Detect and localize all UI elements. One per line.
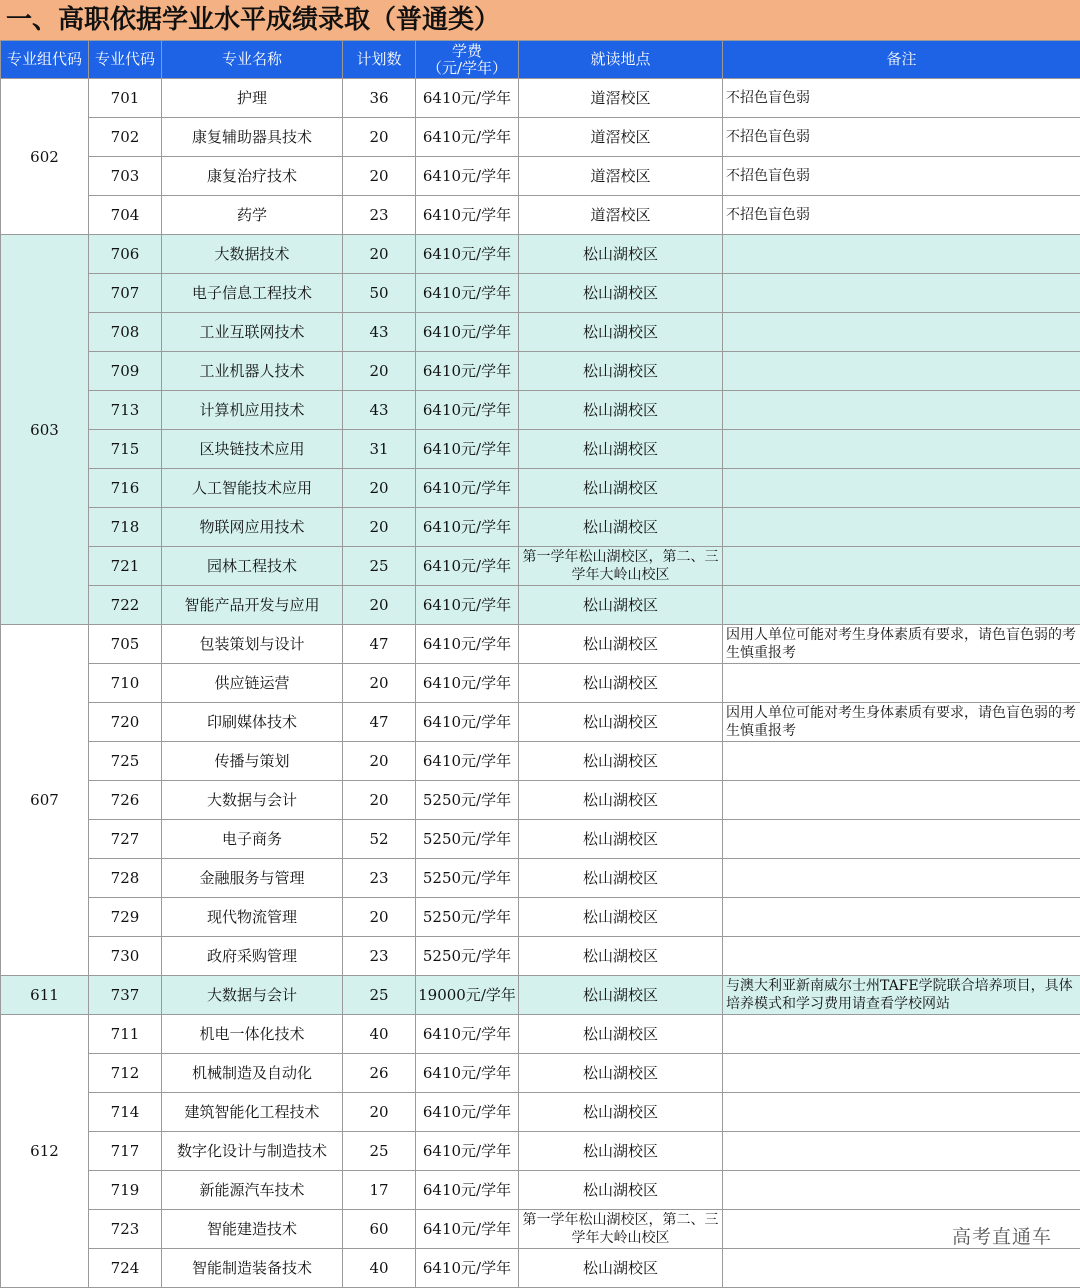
- location-cell: 松山湖校区: [519, 820, 723, 859]
- header-major-name: 专业名称: [162, 41, 343, 79]
- major-name-cell: 护理: [162, 79, 343, 118]
- major-name-cell: 智能产品开发与应用: [162, 586, 343, 625]
- fee-cell: 6410元/学年: [416, 586, 519, 625]
- major-name-cell: 区块链技术应用: [162, 430, 343, 469]
- plan-cell: 47: [343, 625, 416, 664]
- major-name-cell: 政府采购管理: [162, 937, 343, 976]
- note-cell: 不招色盲色弱: [723, 79, 1080, 118]
- table-row: [1, 196, 1080, 235]
- group-code-cell: 611: [1, 976, 89, 1015]
- fee-cell: 6410元/学年: [416, 391, 519, 430]
- location-cell: 道滘校区: [519, 157, 723, 196]
- plan-cell: 60: [343, 1210, 416, 1249]
- major-name-cell: 园林工程技术: [162, 547, 343, 586]
- major-code-cell: 711: [89, 1015, 162, 1054]
- fee-cell: 19000元/学年: [416, 976, 519, 1015]
- location-cell: 松山湖校区: [519, 352, 723, 391]
- major-name-cell: 人工智能技术应用: [162, 469, 343, 508]
- plan-cell: 36: [343, 79, 416, 118]
- major-code-cell: 720: [89, 703, 162, 742]
- note-cell: 不招色盲色弱: [723, 196, 1080, 235]
- location-cell: 松山湖校区: [519, 313, 723, 352]
- major-code-cell: 709: [89, 352, 162, 391]
- plan-cell: 31: [343, 430, 416, 469]
- table-body: [1, 79, 1080, 1288]
- table-row: [1, 313, 1080, 352]
- major-name-cell: 康复治疗技术: [162, 157, 343, 196]
- major-name-cell: 大数据与会计: [162, 976, 343, 1015]
- note-cell: [723, 274, 1080, 313]
- location-cell: 松山湖校区: [519, 1132, 723, 1171]
- major-name-cell: 计算机应用技术: [162, 391, 343, 430]
- location-cell: 松山湖校区: [519, 430, 723, 469]
- location-cell: 松山湖校区: [519, 742, 723, 781]
- table-row: [1, 820, 1080, 859]
- major-name-cell: 工业机器人技术: [162, 352, 343, 391]
- major-code-cell: 704: [89, 196, 162, 235]
- location-cell: 松山湖校区: [519, 664, 723, 703]
- note-cell: [723, 508, 1080, 547]
- major-name-cell: 印刷媒体技术: [162, 703, 343, 742]
- major-name-cell: 现代物流管理: [162, 898, 343, 937]
- plan-cell: 23: [343, 937, 416, 976]
- plan-cell: 23: [343, 859, 416, 898]
- fee-cell: 6410元/学年: [416, 703, 519, 742]
- fee-cell: 5250元/学年: [416, 820, 519, 859]
- group-code-cell: 602: [1, 79, 89, 235]
- note-cell: [723, 547, 1080, 586]
- fee-cell: 6410元/学年: [416, 1210, 519, 1249]
- major-code-cell: 728: [89, 859, 162, 898]
- fee-cell: 6410元/学年: [416, 1132, 519, 1171]
- table-row: [1, 781, 1080, 820]
- major-name-cell: 智能制造装备技术: [162, 1249, 343, 1288]
- fee-cell: 6410元/学年: [416, 742, 519, 781]
- note-cell: [723, 430, 1080, 469]
- major-code-cell: 718: [89, 508, 162, 547]
- group-code-cell: 607: [1, 625, 89, 976]
- table-row: [1, 859, 1080, 898]
- location-cell: 松山湖校区: [519, 235, 723, 274]
- note-cell: [723, 469, 1080, 508]
- table-row: [1, 1093, 1080, 1132]
- header-row: [1, 41, 1080, 79]
- location-cell: 松山湖校区: [519, 1249, 723, 1288]
- note-cell: 与澳大利亚新南威尔士州TAFE学院联合培养项目，具体培养模式和学习费用请查看学校网站: [723, 976, 1080, 1015]
- fee-cell: 6410元/学年: [416, 313, 519, 352]
- major-code-cell: 707: [89, 274, 162, 313]
- major-name-cell: 物联网应用技术: [162, 508, 343, 547]
- location-cell: 松山湖校区: [519, 508, 723, 547]
- table-row: [1, 1132, 1080, 1171]
- major-code-cell: 715: [89, 430, 162, 469]
- header-notes: 备注: [723, 41, 1080, 79]
- major-code-cell: 716: [89, 469, 162, 508]
- note-cell: [723, 1093, 1080, 1132]
- plan-cell: 43: [343, 313, 416, 352]
- note-cell: [723, 1015, 1080, 1054]
- plan-cell: 25: [343, 547, 416, 586]
- fee-cell: 6410元/学年: [416, 1093, 519, 1132]
- major-code-cell: 701: [89, 79, 162, 118]
- fee-cell: 6410元/学年: [416, 274, 519, 313]
- table-row: [1, 157, 1080, 196]
- location-cell: 松山湖校区: [519, 703, 723, 742]
- plan-cell: 20: [343, 235, 416, 274]
- location-cell: 松山湖校区: [519, 781, 723, 820]
- fee-cell: 6410元/学年: [416, 430, 519, 469]
- major-code-cell: 727: [89, 820, 162, 859]
- fee-cell: 6410元/学年: [416, 118, 519, 157]
- major-name-cell: 大数据与会计: [162, 781, 343, 820]
- location-cell: 松山湖校区: [519, 1015, 723, 1054]
- location-cell: 松山湖校区: [519, 1093, 723, 1132]
- major-code-cell: 710: [89, 664, 162, 703]
- fee-cell: 6410元/学年: [416, 469, 519, 508]
- plan-cell: 20: [343, 508, 416, 547]
- plan-cell: 25: [343, 1132, 416, 1171]
- table-row: [1, 352, 1080, 391]
- header-fee-line1: 学费: [452, 42, 482, 60]
- table-row: [1, 235, 1080, 274]
- location-cell: 松山湖校区: [519, 625, 723, 664]
- fee-cell: 6410元/学年: [416, 1171, 519, 1210]
- table-row: [1, 79, 1080, 118]
- plan-cell: 50: [343, 274, 416, 313]
- note-cell: [723, 937, 1080, 976]
- fee-cell: 6410元/学年: [416, 157, 519, 196]
- fee-cell: 5250元/学年: [416, 859, 519, 898]
- note-cell: [723, 352, 1080, 391]
- major-name-cell: 电子信息工程技术: [162, 274, 343, 313]
- plan-cell: 40: [343, 1249, 416, 1288]
- major-name-cell: 机电一体化技术: [162, 1015, 343, 1054]
- location-cell: 第一学年松山湖校区，第二、三学年大岭山校区: [519, 1210, 723, 1249]
- table-row: [1, 469, 1080, 508]
- table-row: [1, 1249, 1080, 1288]
- location-cell: 道滘校区: [519, 196, 723, 235]
- location-cell: 松山湖校区: [519, 1054, 723, 1093]
- location-cell: 松山湖校区: [519, 898, 723, 937]
- major-name-cell: 新能源汽车技术: [162, 1171, 343, 1210]
- fee-cell: 5250元/学年: [416, 898, 519, 937]
- plan-cell: 23: [343, 196, 416, 235]
- major-code-cell: 725: [89, 742, 162, 781]
- table-row: [1, 586, 1080, 625]
- plan-cell: 40: [343, 1015, 416, 1054]
- plan-cell: 25: [343, 976, 416, 1015]
- major-name-cell: 建筑智能化工程技术: [162, 1093, 343, 1132]
- major-name-cell: 金融服务与管理: [162, 859, 343, 898]
- major-name-cell: 机械制造及自动化: [162, 1054, 343, 1093]
- location-cell: 道滘校区: [519, 79, 723, 118]
- group-code-cell: 603: [1, 235, 89, 625]
- table-row: [1, 430, 1080, 469]
- note-cell: 不招色盲色弱: [723, 118, 1080, 157]
- table-row: [1, 742, 1080, 781]
- major-code-cell: 705: [89, 625, 162, 664]
- major-code-cell: 712: [89, 1054, 162, 1093]
- table-row: [1, 391, 1080, 430]
- plan-cell: 43: [343, 391, 416, 430]
- note-cell: [723, 1054, 1080, 1093]
- note-cell: [723, 742, 1080, 781]
- major-code-cell: 719: [89, 1171, 162, 1210]
- fee-cell: 6410元/学年: [416, 1015, 519, 1054]
- major-code-cell: 726: [89, 781, 162, 820]
- major-code-cell: 703: [89, 157, 162, 196]
- location-cell: 松山湖校区: [519, 586, 723, 625]
- note-cell: [723, 820, 1080, 859]
- plan-cell: 47: [343, 703, 416, 742]
- major-code-cell: 721: [89, 547, 162, 586]
- location-cell: 松山湖校区: [519, 976, 723, 1015]
- major-code-cell: 708: [89, 313, 162, 352]
- plan-cell: 20: [343, 469, 416, 508]
- table-row: [1, 274, 1080, 313]
- location-cell: 松山湖校区: [519, 937, 723, 976]
- header-group-code: 专业组代码: [1, 41, 89, 79]
- major-name-cell: 传播与策划: [162, 742, 343, 781]
- table-row: [1, 898, 1080, 937]
- table-row: [1, 976, 1080, 1015]
- plan-cell: 20: [343, 898, 416, 937]
- fee-cell: 6410元/学年: [416, 235, 519, 274]
- major-name-cell: 电子商务: [162, 820, 343, 859]
- major-name-cell: 工业互联网技术: [162, 313, 343, 352]
- fee-cell: 5250元/学年: [416, 781, 519, 820]
- admission-table: [0, 40, 1080, 1288]
- note-cell: [723, 586, 1080, 625]
- plan-cell: 20: [343, 742, 416, 781]
- table-row: [1, 1015, 1080, 1054]
- fee-cell: 6410元/学年: [416, 1054, 519, 1093]
- note-cell: [723, 664, 1080, 703]
- location-cell: 第一学年松山湖校区，第二、三学年大岭山校区: [519, 547, 723, 586]
- plan-cell: 20: [343, 781, 416, 820]
- header-plan: 计划数: [343, 41, 416, 79]
- note-cell: [723, 1249, 1080, 1288]
- note-cell: [723, 313, 1080, 352]
- major-code-cell: 730: [89, 937, 162, 976]
- note-cell: [723, 1171, 1080, 1210]
- header-fee-line2: （元/学年）: [427, 59, 507, 77]
- plan-cell: 20: [343, 118, 416, 157]
- table-row: [1, 937, 1080, 976]
- plan-cell: 20: [343, 664, 416, 703]
- plan-cell: 20: [343, 157, 416, 196]
- note-cell: [723, 859, 1080, 898]
- table-row: [1, 625, 1080, 664]
- major-code-cell: 706: [89, 235, 162, 274]
- note-cell: [723, 781, 1080, 820]
- note-cell: [723, 391, 1080, 430]
- note-cell: [723, 1132, 1080, 1171]
- note-cell: [723, 235, 1080, 274]
- fee-cell: 6410元/学年: [416, 625, 519, 664]
- major-code-cell: 723: [89, 1210, 162, 1249]
- note-cell: 因用人单位可能对考生身体素质有要求，请色盲色弱的考生慎重报考: [723, 625, 1080, 664]
- major-name-cell: 包装策划与设计: [162, 625, 343, 664]
- fee-cell: 6410元/学年: [416, 352, 519, 391]
- note-cell: [723, 898, 1080, 937]
- major-name-cell: 供应链运营: [162, 664, 343, 703]
- major-name-cell: 大数据技术: [162, 235, 343, 274]
- header-major-code: 专业代码: [89, 41, 162, 79]
- plan-cell: 20: [343, 1093, 416, 1132]
- major-code-cell: 714: [89, 1093, 162, 1132]
- location-cell: 松山湖校区: [519, 1171, 723, 1210]
- location-cell: 道滘校区: [519, 118, 723, 157]
- group-code-cell: 612: [1, 1015, 89, 1288]
- table-row: [1, 664, 1080, 703]
- major-code-cell: 717: [89, 1132, 162, 1171]
- location-cell: 松山湖校区: [519, 391, 723, 430]
- location-cell: 松山湖校区: [519, 469, 723, 508]
- fee-cell: 6410元/学年: [416, 547, 519, 586]
- table-row: [1, 547, 1080, 586]
- major-code-cell: 713: [89, 391, 162, 430]
- fee-cell: 6410元/学年: [416, 196, 519, 235]
- major-name-cell: 智能建造技术: [162, 1210, 343, 1249]
- fee-cell: 6410元/学年: [416, 79, 519, 118]
- plan-cell: 20: [343, 352, 416, 391]
- major-name-cell: 康复辅助器具技术: [162, 118, 343, 157]
- fee-cell: 6410元/学年: [416, 1249, 519, 1288]
- fee-cell: 6410元/学年: [416, 508, 519, 547]
- table-row: [1, 118, 1080, 157]
- plan-cell: 52: [343, 820, 416, 859]
- table-row: [1, 508, 1080, 547]
- page-title: 一、高职依据学业水平成绩录取（普通类）: [0, 0, 1080, 40]
- note-cell: 不招色盲色弱: [723, 157, 1080, 196]
- major-code-cell: 729: [89, 898, 162, 937]
- major-code-cell: 724: [89, 1249, 162, 1288]
- major-code-cell: 737: [89, 976, 162, 1015]
- table-row: [1, 1054, 1080, 1093]
- location-cell: 松山湖校区: [519, 859, 723, 898]
- major-name-cell: 药学: [162, 196, 343, 235]
- plan-cell: 20: [343, 586, 416, 625]
- plan-cell: 17: [343, 1171, 416, 1210]
- fee-cell: 5250元/学年: [416, 937, 519, 976]
- note-cell: 因用人单位可能对考生身体素质有要求，请色盲色弱的考生慎重报考: [723, 703, 1080, 742]
- location-cell: 松山湖校区: [519, 274, 723, 313]
- plan-cell: 26: [343, 1054, 416, 1093]
- table-row: [1, 703, 1080, 742]
- major-name-cell: 数字化设计与制造技术: [162, 1132, 343, 1171]
- header-location: 就读地点: [519, 41, 723, 79]
- header-fee: [416, 41, 519, 79]
- watermark: 高考直通车: [952, 1222, 1052, 1249]
- fee-cell: 6410元/学年: [416, 664, 519, 703]
- table-row: [1, 1210, 1080, 1249]
- table-row: [1, 1171, 1080, 1210]
- major-code-cell: 702: [89, 118, 162, 157]
- major-code-cell: 722: [89, 586, 162, 625]
